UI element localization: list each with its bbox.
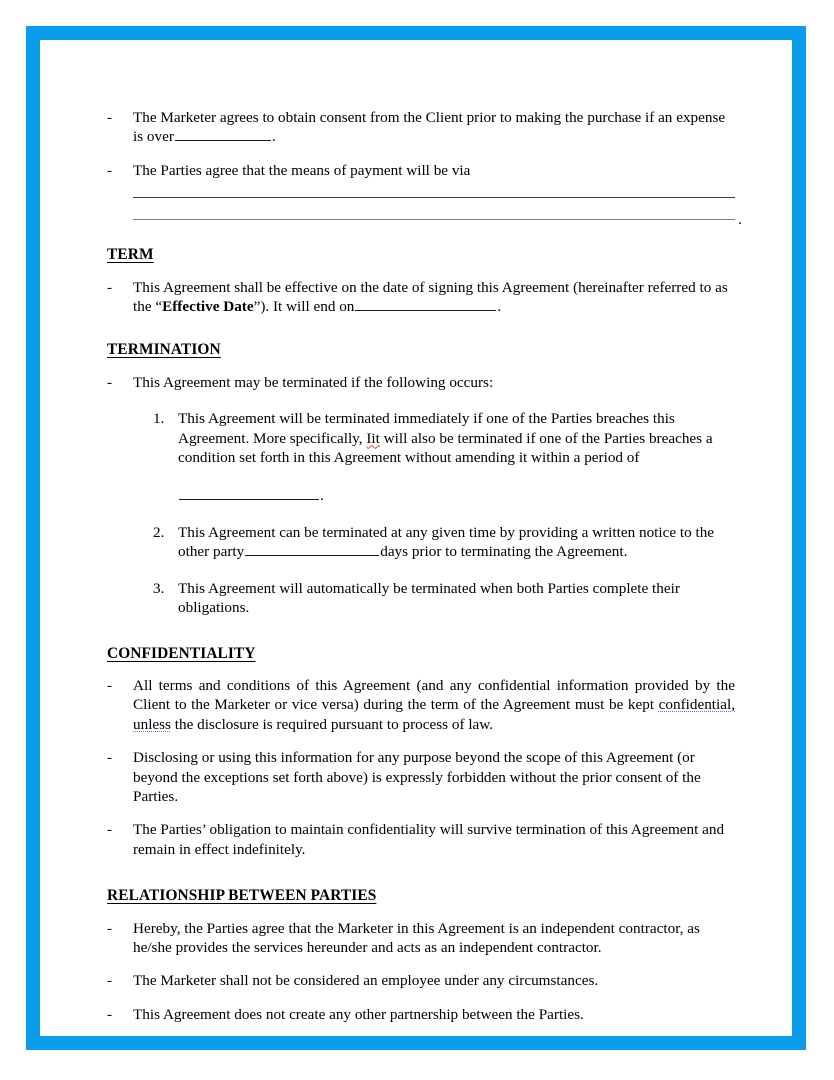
section-heading-label: RELATIONSHIP BETWEEN PARTIES — [107, 887, 377, 905]
list-item-text — [133, 278, 735, 317]
blank-line-row — [178, 486, 735, 505]
dash-bullet-marker: - — [107, 373, 113, 391]
list-item — [107, 820, 735, 859]
item-text-part2: will also be terminated if one of the Parties breaches a condition set forth in this Agreement without amending it within a period of — [178, 429, 713, 467]
termination-numbered-list — [107, 409, 735, 617]
item-text-part1: This Agreement can be terminated at any given time by providing a written notice to the other party — [178, 523, 715, 561]
list-item-text — [178, 410, 735, 506]
fill-in-rule-line-1[interactable] — [133, 197, 735, 198]
dash-bullet-marker: - — [107, 278, 113, 296]
list-item-text: The Parties’ obligation to maintain confidentiality will survive termination of this Agreement and remain in effect indefinitely. — [133, 821, 725, 858]
item-text-part1: This Agreement will be terminated immediately if one of the Parties breaches this Agreement. More specifically, — [178, 410, 675, 447]
bullet-text-part2: the disclosure is required pursuant to process of law. — [170, 715, 494, 733]
dash-bullet-marker: - — [107, 972, 113, 990]
defined-term-effective-date: Effective Date — [162, 298, 254, 316]
bullet-text-after: . — [738, 211, 742, 229]
section-heading-termination — [107, 340, 735, 359]
list-item — [107, 1005, 735, 1024]
list-item — [107, 748, 735, 806]
list-item — [107, 919, 735, 958]
list-item-text — [178, 524, 714, 560]
section-heading-label: TERM — [107, 246, 154, 264]
grammar-flagged-phrase: confidential, unless — [133, 696, 735, 733]
item-text-part3: . — [320, 487, 324, 505]
section-heading-label: TERMINATION — [107, 341, 221, 359]
list-item — [153, 409, 735, 506]
bullet-text-part1: All terms and conditions of this Agreement (and any confidential information provided by the Client to the Marketer or vice versa) during the term of the Agreement must be kept — [133, 676, 735, 714]
section-heading-confidentiality — [107, 644, 735, 663]
dash-bullet-marker: - — [107, 821, 113, 839]
number-marker: 2. — [153, 523, 165, 541]
list-item — [107, 373, 735, 392]
list-item-text — [133, 676, 735, 734]
bullet-text-part3: . — [497, 298, 502, 316]
dash-bullet-marker: - — [107, 161, 113, 179]
fill-in-blank-cure-period[interactable] — [179, 486, 319, 500]
list-item — [107, 971, 735, 990]
fill-in-blank-expense[interactable] — [175, 127, 271, 141]
list-item-text: This Agreement does not create any other partnership between the Parties. — [133, 1005, 584, 1023]
number-marker: 1. — [153, 410, 165, 428]
bullet-text: The Marketer agrees to obtain consent from the Client prior to making the purchase if an expense is over — [133, 109, 726, 146]
number-marker: 3. — [153, 579, 165, 597]
list-item — [107, 676, 735, 734]
list-item — [107, 278, 735, 317]
list-item-text: Disclosing or using this information for any purpose beyond the scope of this Agreement (or beyond the exceptions set forth above) is expressly forbidden without the prior consent of the Parties. — [133, 749, 701, 805]
dash-bullet-marker: - — [107, 109, 113, 126]
fill-in-blank-notice-days[interactable] — [245, 542, 379, 556]
list-item-text: This Agreement will automatically be terminated when both Parties complete their obligations. — [178, 579, 680, 617]
list-item-text: This Agreement may be terminated if the following occurs: — [133, 373, 494, 391]
fill-in-rule-line-2[interactable] — [133, 219, 735, 220]
bullet-text-part2: ”). It will end on — [253, 298, 355, 316]
list-item-text — [133, 108, 735, 147]
list-item-text: The Marketer shall not be considered an employee under any circumstances. — [133, 972, 599, 990]
item-text-part2: days prior to terminating the Agreement. — [380, 543, 628, 561]
dash-bullet-marker: - — [107, 676, 113, 694]
bullet-text-after: . — [271, 128, 276, 146]
dash-bullet-marker: - — [107, 919, 113, 937]
bullet-text-part1: This Agreement shall be effective on the date of signing this Agreement (hereinafter referred to as the “ — [133, 278, 728, 316]
document-sheet — [40, 40, 792, 1036]
bullet-text: The Parties agree that the means of payment will be via — [133, 161, 471, 179]
section-heading-relationship — [107, 886, 735, 905]
section-heading-label: CONFIDENTIALITY — [107, 644, 256, 662]
list-item — [107, 161, 742, 229]
list-item-text — [133, 161, 742, 229]
misspelled-word: Iit — [366, 429, 380, 447]
list-item — [107, 108, 735, 147]
dash-bullet-marker: - — [107, 1005, 113, 1023]
list-item-text: Hereby, the Parties agree that the Marketer in this Agreement is an independent contractor, as he/she provides the services hereunder and acts as an independent contractor. — [133, 919, 700, 956]
fill-in-blank-end-date[interactable] — [355, 297, 496, 311]
dash-bullet-marker: - — [107, 749, 113, 767]
list-item — [153, 579, 735, 618]
section-heading-term — [107, 245, 735, 264]
list-item — [153, 523, 735, 562]
payment-method-blank-lines — [133, 197, 742, 229]
document-body — [107, 108, 742, 1024]
